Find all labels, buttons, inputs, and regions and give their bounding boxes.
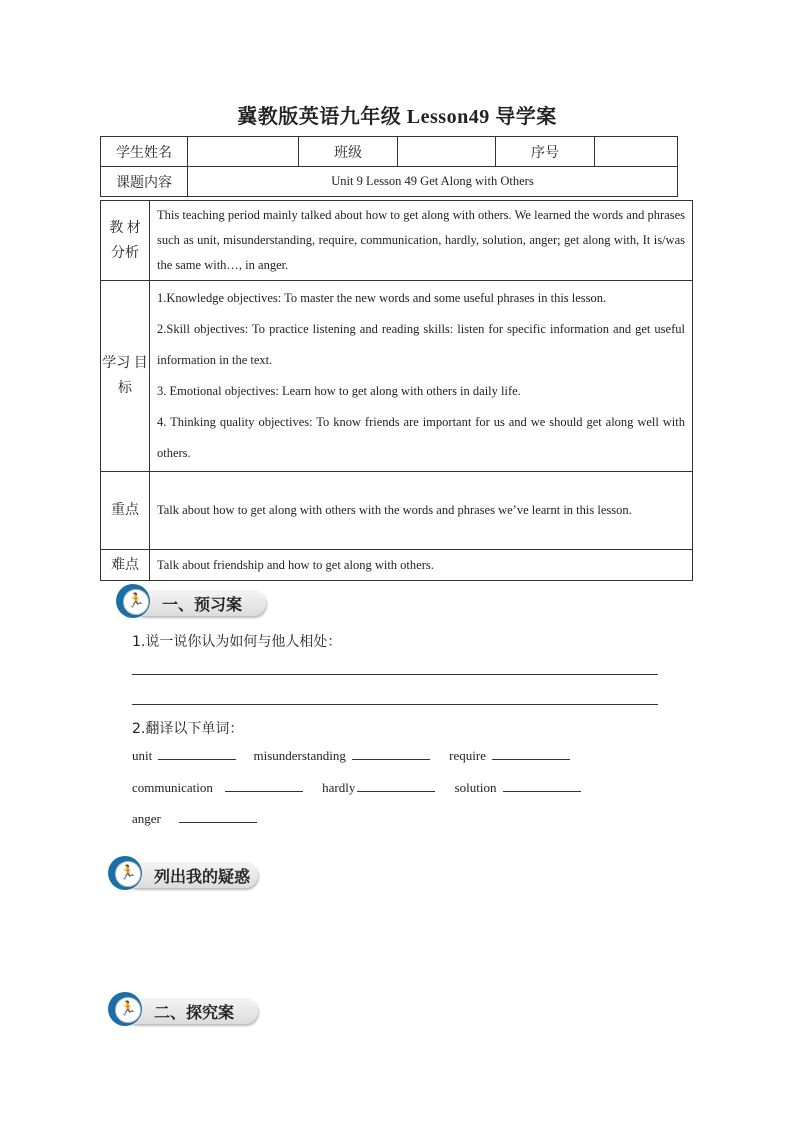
number-label: 序号 [496, 137, 595, 167]
page-title: 冀教版英语九年级 Lesson49 导学案 [237, 106, 557, 128]
topic-label: 课题内容 [101, 167, 188, 197]
objective-item: 4. Thinking quality objectives: To know friends are important for us and we should get along well with others. [157, 415, 685, 460]
student-info-table [100, 136, 678, 197]
key-points-label: 重点 [101, 472, 150, 550]
runner-icon: 🏃 [115, 861, 141, 887]
objective-item: 2.Skill objectives: To practice listening and reading skills: listen for specific information and get useful information in the text. [157, 322, 685, 367]
runner-icon: 🏃 [123, 589, 149, 615]
class-field[interactable] [398, 137, 496, 167]
question-1: 1.说一说你认为如何与他人相处： [132, 634, 342, 650]
vocab-blank[interactable] [179, 810, 257, 823]
section-title: 列出我的疑惑 [154, 867, 251, 886]
vocab-blank[interactable] [158, 747, 236, 760]
section-header-explore [96, 992, 266, 1026]
vocab-word: solution [454, 780, 497, 795]
objective-item: 1.Knowledge objectives: To master the new words and some useful phrases in this lesson. [157, 291, 607, 305]
difficulties-text: Talk about friendship and how to get along with others. [150, 550, 693, 581]
vocab-blank[interactable] [492, 747, 570, 760]
vocab-blank[interactable] [352, 747, 430, 760]
vocab-blank[interactable] [503, 779, 581, 792]
number-field[interactable] [595, 137, 678, 167]
vocab-row [132, 779, 587, 796]
difficulties-label: 难点 [101, 550, 150, 581]
objectives-label: 学习 目标 [101, 281, 150, 472]
question-2: 2.翻译以下单词： [132, 721, 244, 737]
vocab-row [132, 747, 576, 764]
objectives-list [150, 281, 693, 472]
section-title: 二、探究案 [154, 1003, 235, 1022]
vocab-word: hardly [322, 780, 356, 795]
topic-value: Unit 9 Lesson 49 Get Along with Others [188, 167, 678, 197]
vocab-word: misunderstanding [253, 748, 346, 763]
vocab-blank[interactable] [225, 779, 303, 792]
student-name-field[interactable] [188, 137, 299, 167]
runner-icon: 🏃 [115, 997, 141, 1023]
vocab-word: unit [132, 748, 153, 763]
answer-line[interactable] [132, 704, 658, 705]
key-points-text: Talk about how to get along with others with the words and phrases we’ve learnt in this lesson. [150, 472, 693, 550]
vocab-blank[interactable] [357, 779, 435, 792]
vocab-word: anger [132, 811, 161, 826]
vocab-row [132, 810, 263, 827]
vocab-word: require [449, 748, 486, 763]
vocab-word: communication [132, 780, 213, 795]
objective-item: 3. Emotional objectives: Learn how to get along with others in daily life. [157, 384, 521, 398]
section-title: 一、预习案 [162, 595, 243, 614]
student-name-label: 学生姓名 [101, 137, 188, 167]
lesson-plan-table [100, 200, 693, 581]
answer-line[interactable] [132, 674, 658, 675]
section-header-preview [104, 584, 274, 618]
class-label: 班级 [299, 137, 398, 167]
analysis-text: This teaching period mainly talked about how to get along with others. We learned the words and phrases such as unit, misunderstanding, require, communication, hardly, solution, anger; get along with, It is/was the same with…, in anger. [150, 201, 693, 281]
section-header-questions [96, 856, 266, 890]
analysis-label: 教 材 分析 [101, 201, 150, 281]
